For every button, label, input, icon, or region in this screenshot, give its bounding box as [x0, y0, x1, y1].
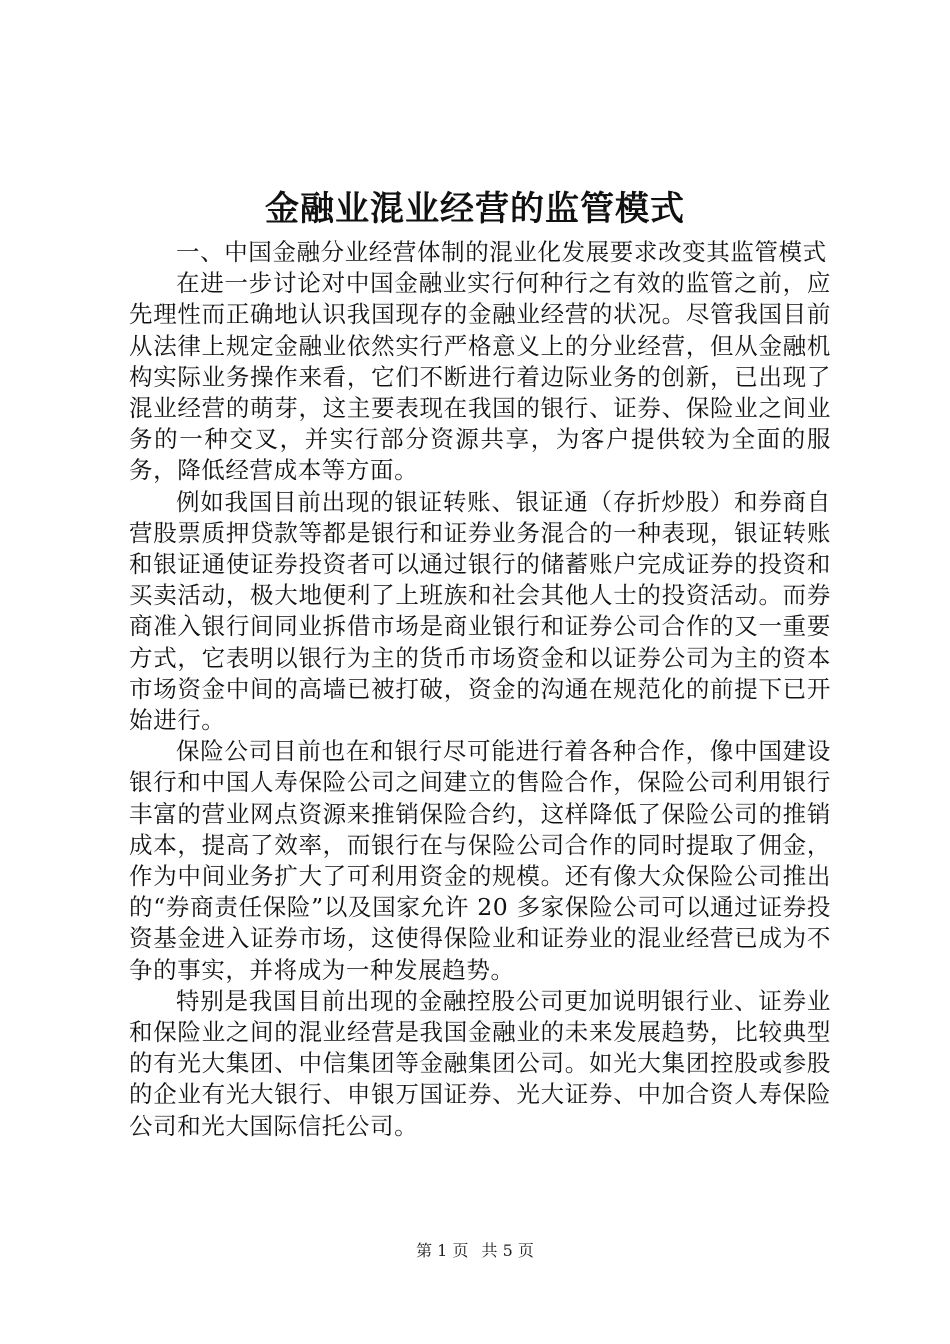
paragraph-4: 特别是我国目前出现的金融控股公司更加说明银行业、证券业和保险业之间的混业经营是我国金融业的未来发展趋势，比较典型的有光大集团、中信集团等金融集团公司。如光大集团控股或参股的企业有光大银行、申银万国证券、光大证券、中加合资人寿保险公司和光大国际信托公司。 [129, 986, 831, 1140]
paragraph-3: 保险公司目前也在和银行尽可能进行着各种合作，像中国建设银行和中国人寿保险公司之间建立的售险合作，保险公司利用银行丰富的营业网点资源来推销保险合约，这样降低了保险公司的推销成本，提高了效率，而银行在与保险公司合作的同时提取了佣金，作为中间业务扩大了可利用资金的规模。还有像大众保险公司推出的“券商责任保险”以及国家允许 20 多家保险公司可以通过证券投资基金进入证券市场，这使得保险业和证券业的混业经营已成为不争的事实，并将成为一种发展趋势。 [129, 737, 831, 984]
page-footer [0, 1240, 950, 1262]
paragraph-2: 例如我国目前出现的银证转账、银证通（存折炒股）和券商自营股票质押贷款等都是银行和证券业务混合的一种表现，银证转账和银证通使证券投资者可以通过银行的储蓄账户完成证券的投资和买卖活动，极大地便利了上班族和社会其他人士的投资活动。而券商准入银行间同业拆借市场是商业银行和证券公司合作的又一重要方式，它表明以银行为主的货币市场资金和以证券公司为主的资本市场资金中间的高墙已被打破，资金的沟通在规范化的前提下已开始进行。 [129, 487, 831, 735]
page-number: 第 1 页 [416, 1241, 469, 1260]
document-body [129, 237, 831, 1142]
document-title: 金融业混业经营的监管模式 [265, 189, 685, 229]
paragraph-1: 在进一步讨论对中国金融业实行何种行之有效的监管之前，应先理性而正确地认识我国现存的金融业经营的状况。尽管我国目前从法律上规定金融业依然实行严格意义上的分业经营，但从金融机构实际业务操作来看，它们不断进行着边际业务的创新，已出现了混业经营的萌芽，这主要表现在我国的银行、证券、保险业之间业务的一种交叉，并实行部分资源共享，为客户提供较为全面的服务，降低经营成本等方面。 [129, 269, 831, 485]
section-heading: 一、中国金融分业经营体制的混业化发展要求改变其监管模式 [176, 238, 827, 266]
page-total: 共 5 页 [481, 1241, 534, 1260]
